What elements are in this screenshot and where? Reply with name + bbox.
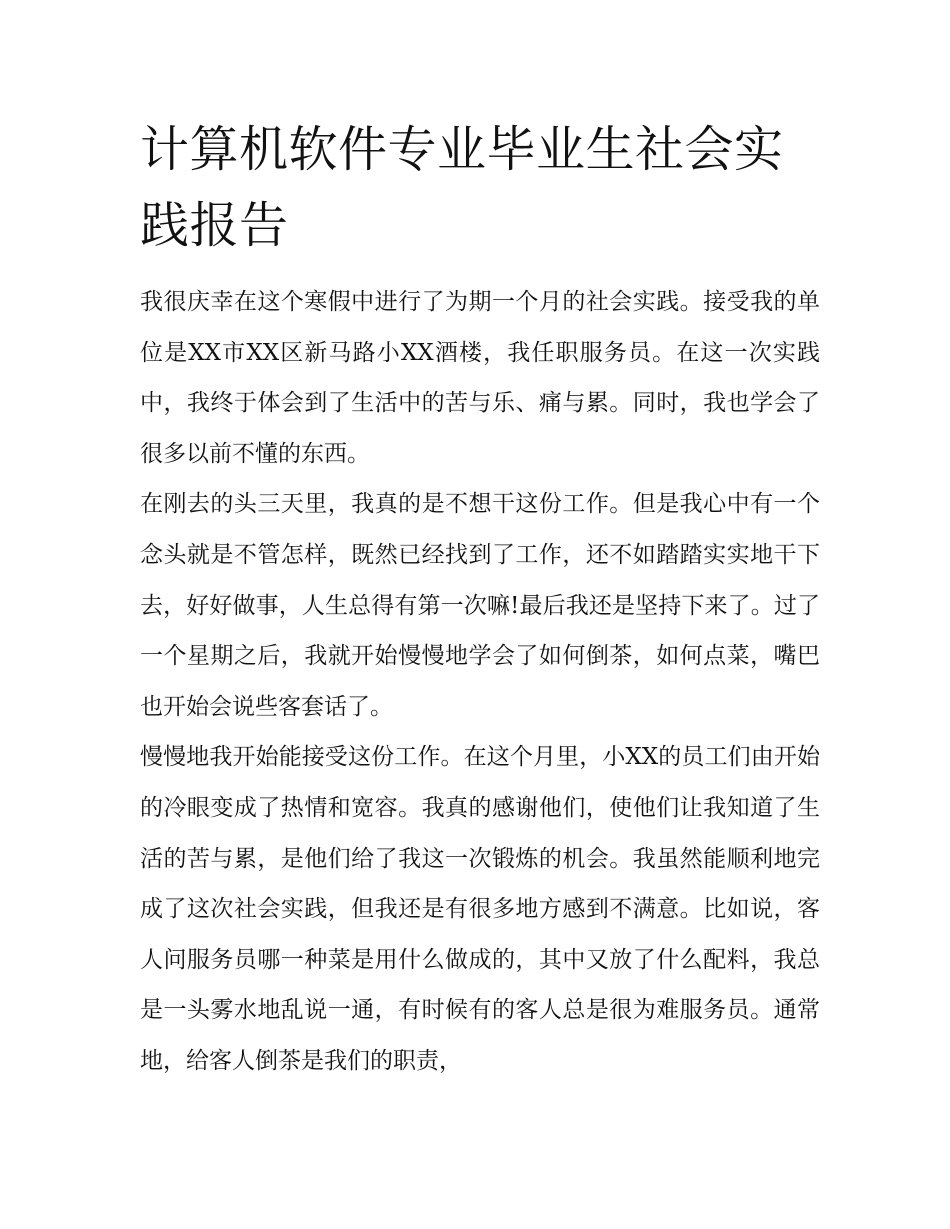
document-title: 计算机软件专业毕业生社会实践报告 (140, 121, 784, 254)
paragraph-3: 慢慢地我开始能接受这份工作。在这个月里，小XX的员工们由开始的冷眼变成了热情和宽容。我真的感谢他们，使他们让我知道了生活的苦与累，是他们给了我这一次锻炼的机会。我虽然能顺利地完成了这次社会实践，但我还是有很多地方感到不满意。比如说，客人问服务员哪一种菜是用什么做成的，其中又放了什么配料，我总是一头雾水地乱说一通，有时候有的客人总是很为难服务员。通常地，给客人倒茶是我们的职责， (140, 744, 820, 1074)
paragraph-1: 我很庆幸在这个寒假中进行了为期一个月的社会实践。接受我的单位是XX市XX区新马路小XX酒楼，我任职服务员。在这一次实践中，我终于体会到了生活中的苦与乐、痛与累。同时，我也学会了很多以前不懂的东西。 (140, 289, 820, 467)
document-body (140, 112, 820, 1087)
paragraph-2: 在刚去的头三天里，我真的是不想干这份工作。但是我心中有一个念头就是不管怎样，既然已经找到了工作，还不如踏踏实实地干下去，好好做事，人生总得有第一次嘛!最后我还是坚持下来了。过了一个星期之后，我就开始慢慢地学会了如何倒茶，如何点菜，嘴巴也开始会说些客套话了。 (140, 491, 820, 720)
